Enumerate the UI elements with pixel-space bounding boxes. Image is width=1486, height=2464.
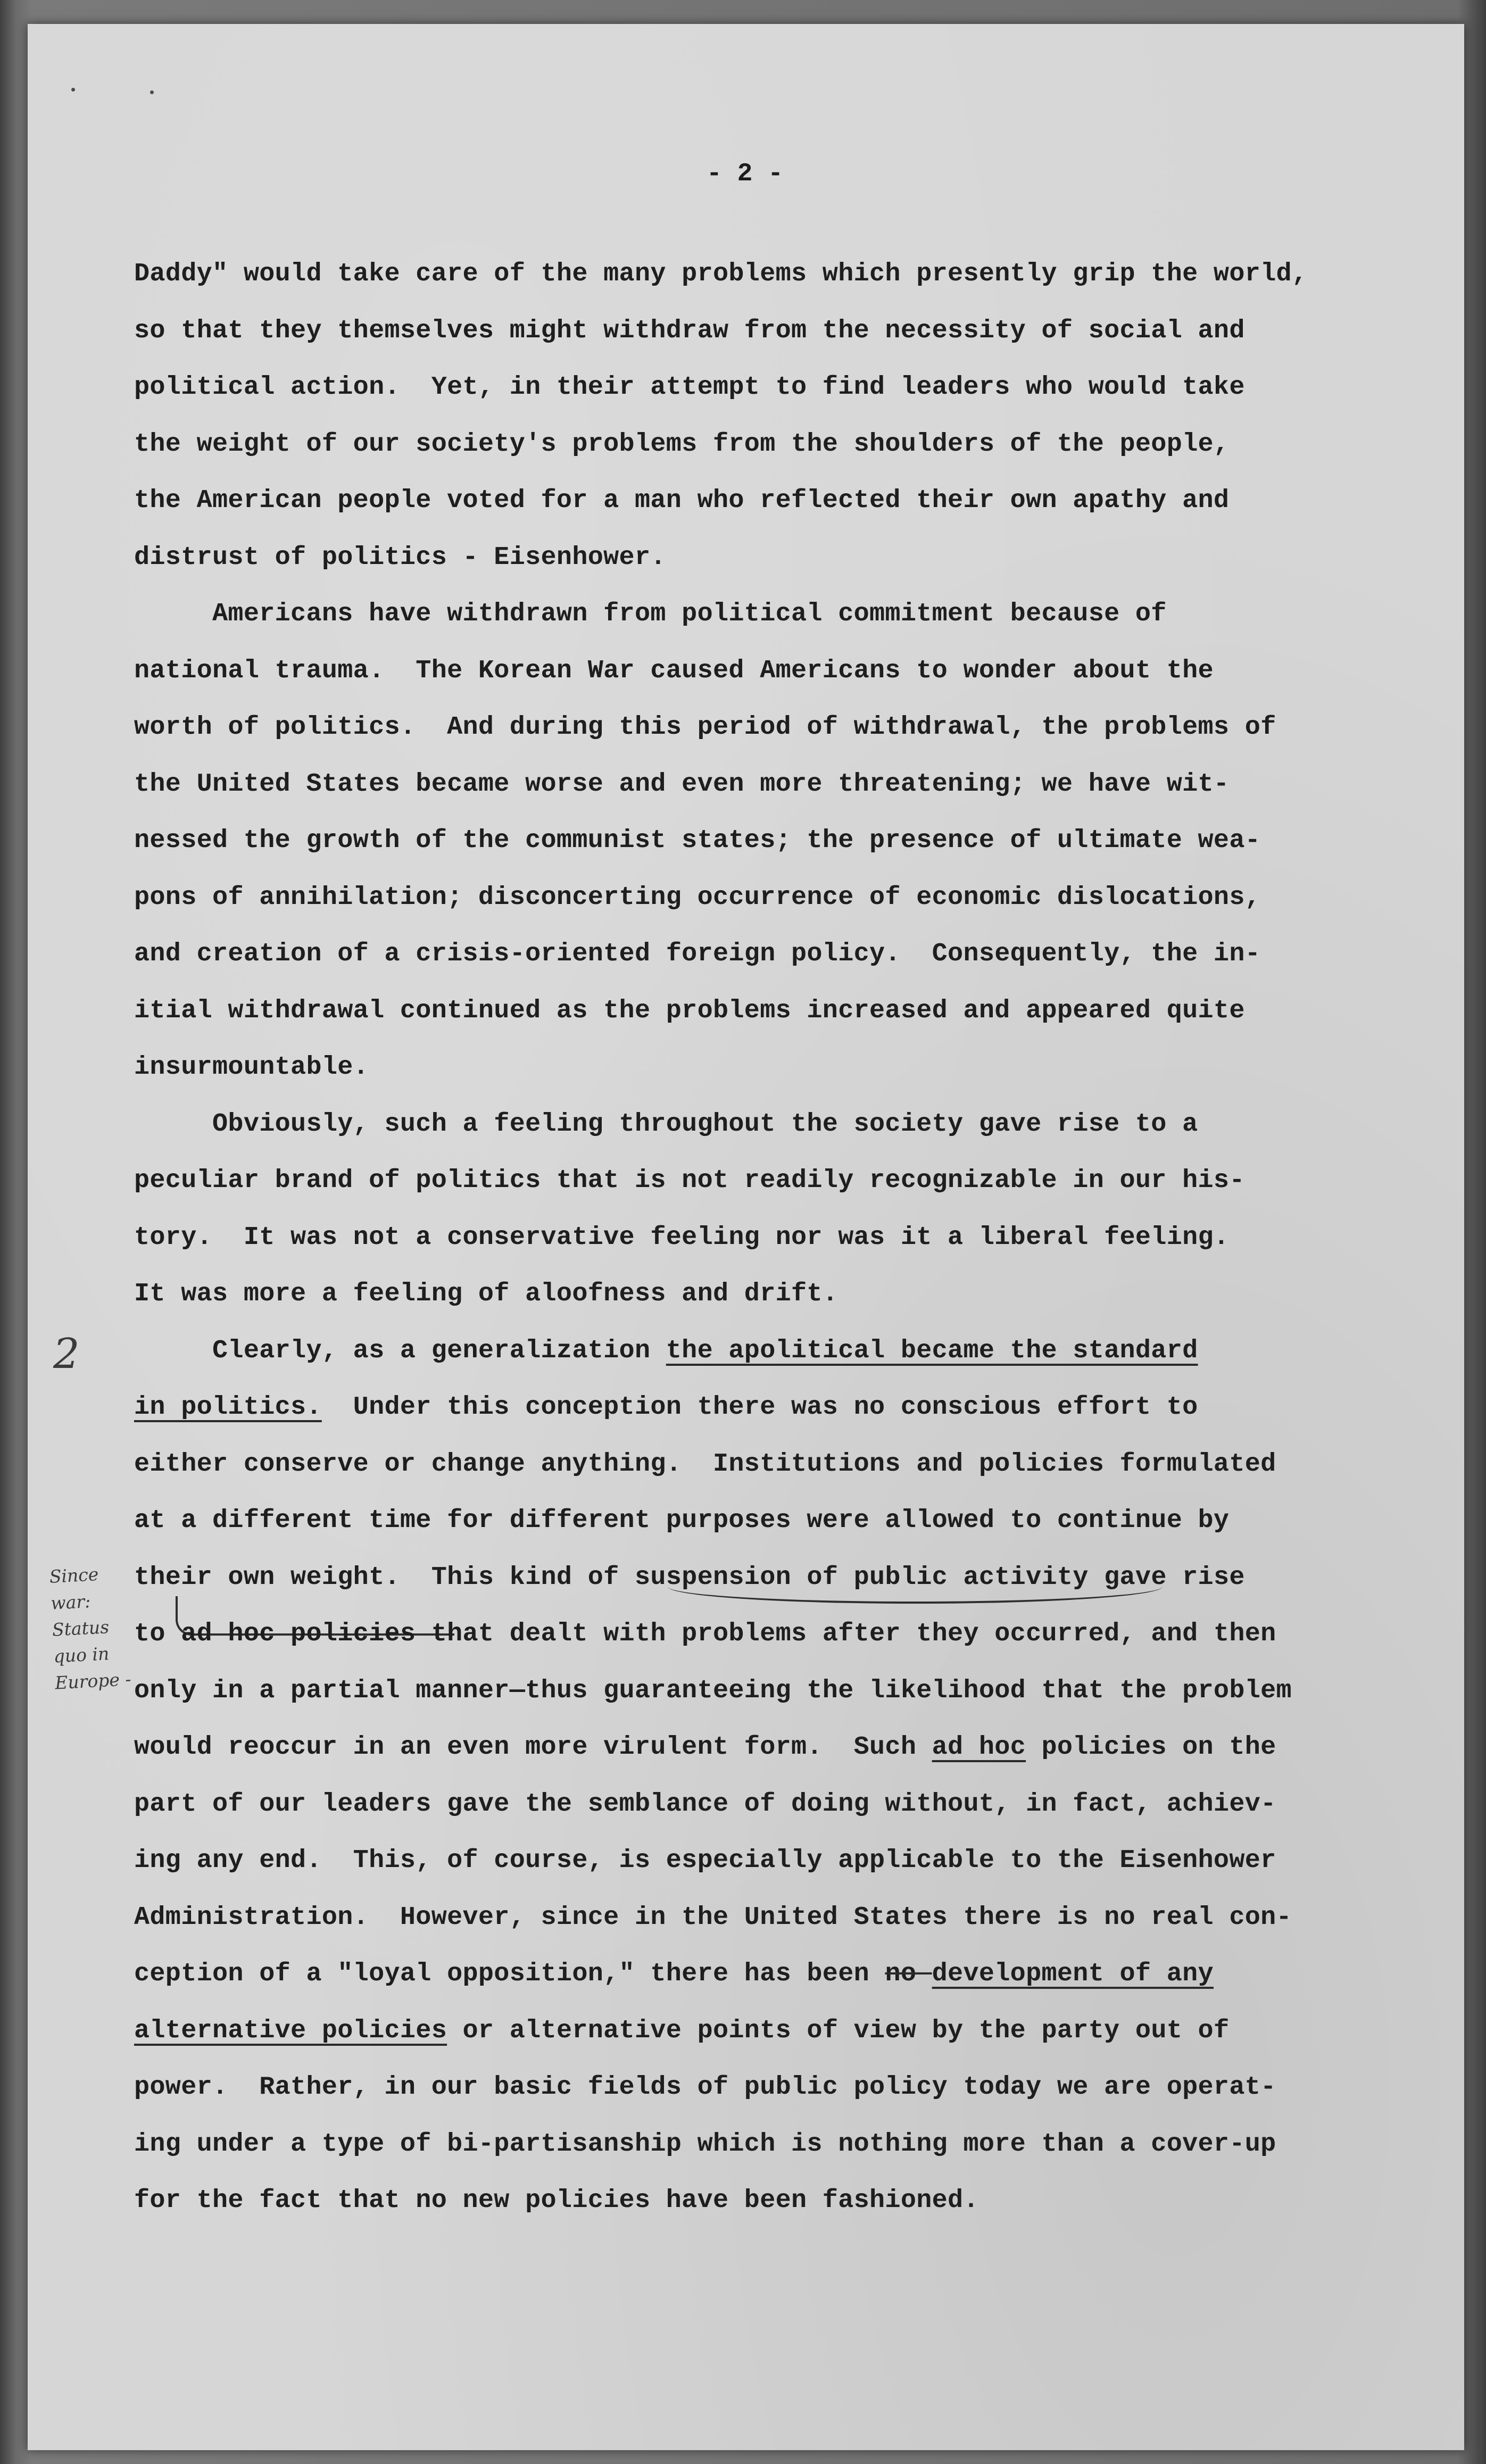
text-line: either conserve or change anything. Institutions and policies formulated xyxy=(134,1449,1276,1479)
text-segment: that dealt with problems after they occurred, and then xyxy=(416,1619,1276,1648)
handwritten-paragraph-number: 2 xyxy=(53,1330,80,1378)
text-line: Americans have withdrawn from political commitment because of xyxy=(134,599,1167,628)
margin-note-line: quo in xyxy=(53,1643,110,1667)
underlined-phrase: the apolitical became the standard xyxy=(666,1335,1198,1365)
text-line: the weight of our society's problems from the shoulders of the people, xyxy=(134,429,1230,459)
text-segment: gave rise xyxy=(1088,1562,1245,1592)
text-line: and creation of a crisis-oriented foreign policy. Consequently, the in- xyxy=(134,939,1261,968)
text-segment: or alternative points of view by the party out of xyxy=(447,2015,1230,2045)
underlined-phrase: development of any xyxy=(932,1959,1214,1988)
text-segment: policies on the xyxy=(1026,1732,1276,1762)
text-line: part of our leaders gave the semblance of doing without, in fact, achiev- xyxy=(134,1789,1276,1819)
text-line xyxy=(134,1379,1411,1436)
text-segment: to xyxy=(134,1619,181,1648)
margin-note-line: war: xyxy=(50,1590,92,1614)
text-segment: Under this conception there was no conscious effort to xyxy=(321,1392,1198,1422)
arc-underlined-phrase: suspension of public activity xyxy=(634,1562,1089,1592)
text-line: ing any end. This, of course, is especially applicable to the Eisenhower xyxy=(134,1846,1276,1875)
text-segment: ception of a "loyal opposition," there has been xyxy=(134,1959,885,1988)
text-line: ing under a type of bi-partisanship which is nothing more than a cover-up xyxy=(134,2129,1276,2159)
margin-note-line: Since xyxy=(48,1564,99,1587)
underlined-phrase: in politics. xyxy=(134,1392,322,1422)
text-line: so that they themselves might withdraw from the necessity of social and xyxy=(134,316,1245,345)
page-number: - 2 - xyxy=(706,160,784,188)
text-line: worth of politics. And during this period of withdrawal, the problems of xyxy=(134,712,1276,742)
margin-note-line: Status xyxy=(52,1616,110,1640)
text-line xyxy=(134,1719,1411,1776)
text-line: It was more a feeling of aloofness and drift. xyxy=(134,1279,839,1308)
text-line: insurmountable. xyxy=(134,1052,369,1082)
text-line: the American people voted for a man who reflected their own apathy and xyxy=(134,486,1230,515)
text-line: the United States became worse and even more threatening; we have wit- xyxy=(134,769,1230,799)
text-line: power. Rather, in our basic fields of public policy today we are operat- xyxy=(134,2072,1276,2102)
text-line: Obviously, such a feeling throughout the society gave rise to a xyxy=(134,1109,1198,1139)
bracketed-phrase: ad hoc policies xyxy=(181,1619,416,1648)
text-line: Administration. However, since in the United States there is no real con- xyxy=(134,1902,1292,1932)
text-segment: Clearly, as a generalization xyxy=(134,1335,666,1365)
body-text xyxy=(134,246,1411,2229)
text-line xyxy=(134,1946,1411,2003)
text-line: nessed the growth of the communist states; the presence of ultimate wea- xyxy=(134,826,1261,855)
text-line: tory. It was not a conservative feeling nor was it a liberal feeling. xyxy=(134,1222,1230,1252)
text-line: pons of annihilation; disconcerting occurrence of economic dislocations, xyxy=(134,882,1261,912)
text-line: at a different time for different purposes were allowed to continue by xyxy=(134,1506,1230,1535)
margin-note-line: Europe - xyxy=(54,1669,132,1694)
text-line: for the fact that no new policies have been fashioned. xyxy=(134,2186,979,2215)
text-line: distrust of politics - Eisenhower. xyxy=(134,542,666,572)
text-segment: would reoccur in an even more virulent form. Such xyxy=(134,1732,932,1762)
paper-speck xyxy=(150,90,154,94)
paper-speck xyxy=(71,88,75,92)
text-line: itial withdrawal continued as the problems increased and appeared quite xyxy=(134,995,1245,1025)
underlined-phrase: ad hoc xyxy=(932,1732,1026,1762)
text-line xyxy=(134,1323,1411,1380)
text-line: only in a partial manner—thus guaranteeing the likelihood that the problem xyxy=(134,1675,1292,1705)
text-line xyxy=(134,1549,1411,1606)
text-line: peculiar brand of politics that is not readily recognizable in our his- xyxy=(134,1166,1245,1195)
text-line: political action. Yet, in their attempt to find leaders who would take xyxy=(134,372,1245,402)
handwritten-margin-note xyxy=(49,1559,132,1696)
text-line xyxy=(134,2003,1411,2060)
text-segment: their own weight. This kind of xyxy=(134,1562,635,1592)
text-line: Daddy" would take care of the many problems which presently grip the world, xyxy=(134,259,1308,288)
underlined-phrase: alternative policies xyxy=(134,2015,447,2045)
text-line xyxy=(134,1606,1411,1663)
text-line: national trauma. The Korean War caused Americans to wonder about the xyxy=(134,656,1214,685)
struck-through-phrase: no xyxy=(885,1959,932,1988)
